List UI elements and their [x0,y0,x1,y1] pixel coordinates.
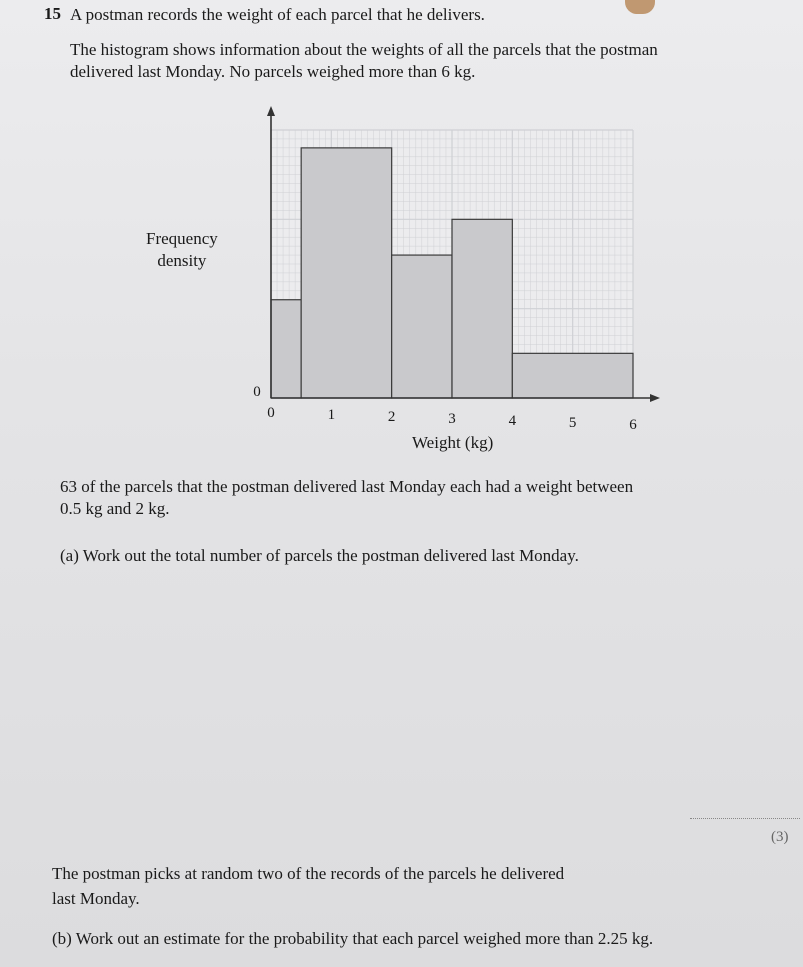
y-axis-label-line2: density [157,251,207,270]
x-tick-label: 2 [387,409,396,425]
answer-line-a[interactable] [690,818,800,819]
x-axis-arrow [650,394,660,402]
y-axis-label-line1: Frequency [146,229,218,248]
x-axis-label: Weight (kg) [412,433,494,452]
info-line2: 0.5 kg and 2 kg. [60,499,170,518]
random-pick-line2: last Monday. [52,889,140,908]
info-line1: 63 of the parcels that the postman delivered last Monday each had a weight between [60,477,634,496]
x-tick-label: 3 [448,411,456,427]
histogram-bar [392,255,452,398]
x-tick-label: 6 [629,417,637,433]
part-b-question: (b) Work out an estimate for the probability that each parcel weighed more than 2.25 kg. [52,929,654,948]
histogram-description-line1: The histogram shows information about the weights of all the parcels that the postman [70,40,658,59]
question-intro: A postman records the weight of each parcel that he delivers. [70,5,485,24]
histogram-description-line2: delivered last Monday. No parcels weighed more than 6 kg. [70,62,476,81]
y-axis-arrow [267,106,275,116]
x-tick-label: 0 [267,405,275,421]
x-tick-label: 1 [327,407,336,423]
x-tick-label: 4 [508,413,517,429]
histogram-bar [512,353,633,398]
question-number: 15 [44,4,61,23]
x-tick-label: 5 [568,415,577,431]
histogram-bar [271,300,301,398]
histogram-bar [452,219,512,398]
histogram-bar [301,148,392,398]
y-origin-label: 0 [253,384,261,400]
marks-part-a: (3) [771,829,789,845]
part-a-question: (a) Work out the total number of parcels the postman delivered last Monday. [60,546,579,565]
random-pick-line1: The postman picks at random two of the records of the parcels he delivered [52,864,565,883]
